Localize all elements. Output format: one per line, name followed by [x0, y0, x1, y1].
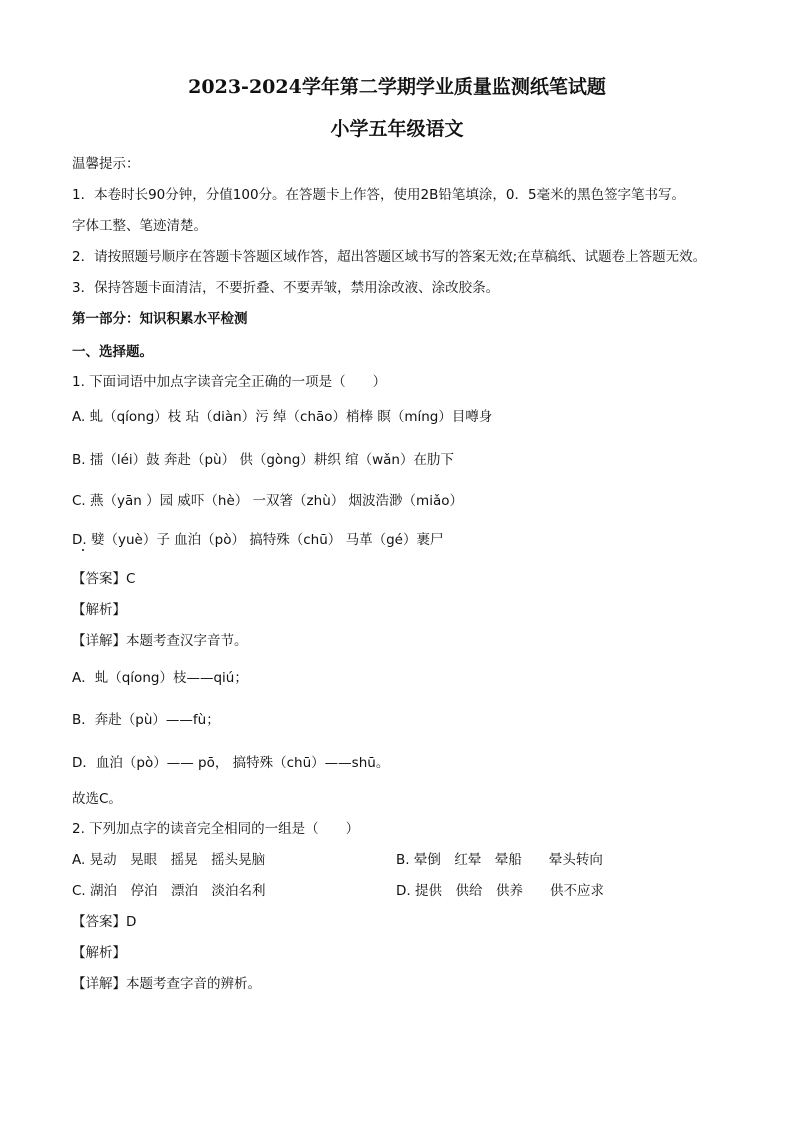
question-option: D. 提供 供给 供养 供不应求 — [396, 883, 604, 899]
question-option: A. 晃动 晃眼 摇晃 摇头晃脑 — [72, 852, 266, 868]
question-stem: 2. 下列加点字的读音完全相同的一组是（ ） — [72, 821, 360, 837]
question-stem: 1. 下面词语中加点字读音完全正确的一项是（ ） — [72, 374, 387, 390]
notice-item: 3．保持答题卡面清洁，不要折叠、不要弄皱，禁用涂改液、涂改胶条。 — [72, 280, 500, 296]
question-option: D. 嬖（yuè）子 血泊（pò） 搞特殊（chū） 马革（gé）裹尸 — [72, 532, 444, 548]
detail-item: B．奔赴（pù）——fù； — [72, 712, 220, 728]
document-title: 2023-2024学年第二学期学业质量监测纸笔试题 — [188, 76, 606, 98]
question-option: A. 虬（qíong）枝 玷（diàn）污 绰（chāo）梢棒 瞑（míng）目噂身 — [72, 409, 493, 425]
emphasis-dot — [82, 549, 84, 551]
answer-label: 【答案】D — [72, 914, 137, 930]
notice-item: 字体工整、笔迹清楚。 — [72, 218, 207, 234]
question-option: B. 擂（léi）鼓 奔赴（pù） 供（gòng）耕织 绾（wǎn）在肋下 — [72, 452, 454, 468]
detail-text: 【详解】本题考查汉字音节。 — [72, 633, 248, 649]
detail-text: 【详解】本题考查字音的辨析。 — [72, 976, 261, 992]
document-subtitle: 小学五年级语文 — [330, 118, 464, 140]
detail-item: A．虬（qíong）枝——qiú； — [72, 670, 248, 686]
notice-item: 1．本卷时长90分钟，分值100分。在答题卡上作答，使用2B铅笔填涂，0．5毫米的黑色签字笔书写。 — [72, 187, 686, 203]
conclusion-text: 故选C。 — [72, 791, 122, 807]
question-option: C. 湖泊 停泊 漂泊 淡泊名利 — [72, 883, 266, 899]
part-heading: 第一部分：知识积累水平检测 — [72, 311, 248, 327]
analysis-label: 【解析】 — [72, 945, 126, 961]
answer-label: 【答案】C — [72, 571, 136, 587]
analysis-label: 【解析】 — [72, 602, 126, 618]
question-option: C. 燕（yān ）园 威吓（hè） 一双箸（zhù） 烟波浩渺（miǎo） — [72, 493, 463, 509]
notice-heading: 温馨提示： — [72, 156, 140, 172]
notice-item: 2．请按照题号顺序在答题卡答题区域作答，超出答题区域书写的答案无效;在草稿纸、试题卷上答题无效。 — [72, 249, 707, 265]
detail-item: D．血泊（pò）—— pō， 搞特殊（chū）——shū。 — [72, 755, 390, 771]
question-option: B. 晕倒 红晕 晕船 晕头转向 — [396, 852, 603, 868]
section-heading: 一、选择题。 — [72, 344, 153, 360]
